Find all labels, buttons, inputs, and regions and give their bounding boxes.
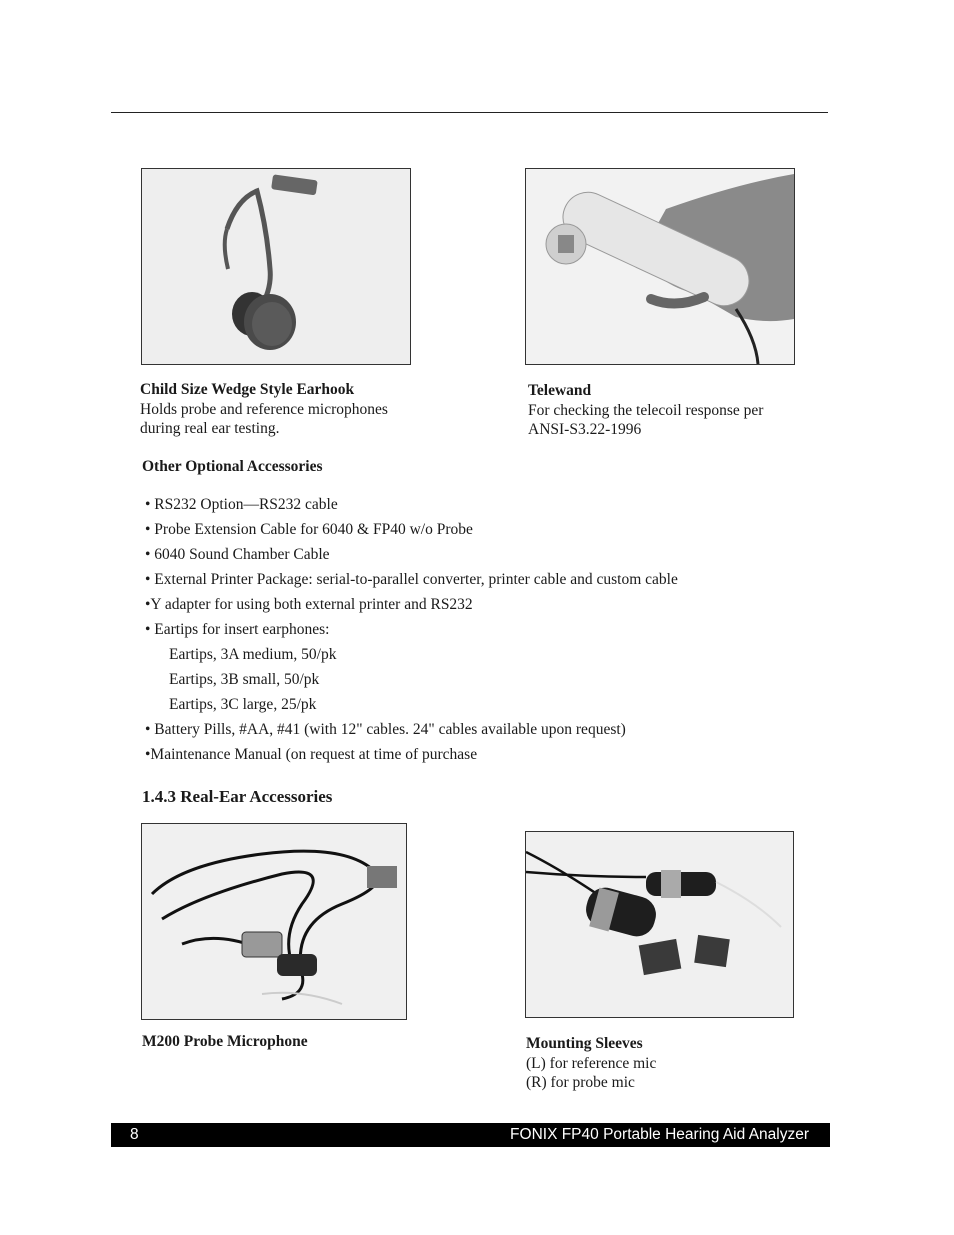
mounting-sleeves-desc-line: (L) for reference mic (526, 1054, 657, 1072)
mounting-sleeves-photo (525, 831, 794, 1018)
earhook-desc-line: during real ear testing. (140, 420, 280, 437)
telewand-desc-line: For checking the telecoil response per (528, 401, 764, 419)
list-subitem: Eartips, 3B small, 50/pk (169, 671, 320, 688)
list-item: • 6040 Sound Chamber Cable (145, 546, 330, 563)
list-item: • External Printer Package: serial-to-parallel converter, printer cable and custom cable (145, 571, 678, 588)
probe-microphone-caption (142, 1032, 308, 1052)
telewand-photo (525, 168, 795, 365)
list-subitem: Eartips, 3C large, 25/pk (169, 696, 317, 713)
page-footer (111, 1123, 830, 1147)
list-item: • Probe Extension Cable for 6040 & FP40 w/o Probe (145, 521, 473, 538)
mounting-sleeves-caption (526, 1034, 656, 1093)
probe-microphone-title: M200 Probe Microphone (142, 1033, 308, 1050)
accessories-list (145, 492, 678, 767)
section-heading: 1.4.3 Real-Ear Accessories (142, 787, 333, 806)
mounting-sleeves-desc-line: (R) for probe mic (526, 1074, 635, 1091)
telewand-desc-line: ANSI-S3.22-1996 (528, 421, 642, 438)
list-item: • Battery Pills, #AA, #41 (with 12" cables. 24" cables available upon request) (145, 721, 626, 738)
page-number: 8 (130, 1126, 139, 1143)
list-subitem: Eartips, 3A medium, 50/pk (169, 646, 337, 663)
earhook-caption (140, 380, 388, 439)
telewand-caption (528, 381, 763, 440)
other-accessories-heading: Other Optional Accessories (142, 458, 323, 475)
list-item: •Maintenance Manual (on request at time of purchase (145, 746, 478, 763)
list-item: • RS232 Option—RS232 cable (145, 496, 338, 513)
list-item: •Y adapter for using both external printer and RS232 (145, 596, 473, 613)
header-rule (111, 112, 828, 113)
earhook-title: Child Size Wedge Style Earhook (140, 381, 355, 398)
probe-microphone-photo (141, 823, 407, 1020)
earhook-photo (141, 168, 411, 365)
footer-title: FONIX FP40 Portable Hearing Aid Analyzer (510, 1126, 809, 1143)
earhook-desc-line: Holds probe and reference microphones (140, 400, 388, 418)
mounting-sleeves-title: Mounting Sleeves (526, 1035, 643, 1052)
list-item: • Eartips for insert earphones: (145, 621, 330, 638)
telewand-title: Telewand (528, 382, 592, 399)
